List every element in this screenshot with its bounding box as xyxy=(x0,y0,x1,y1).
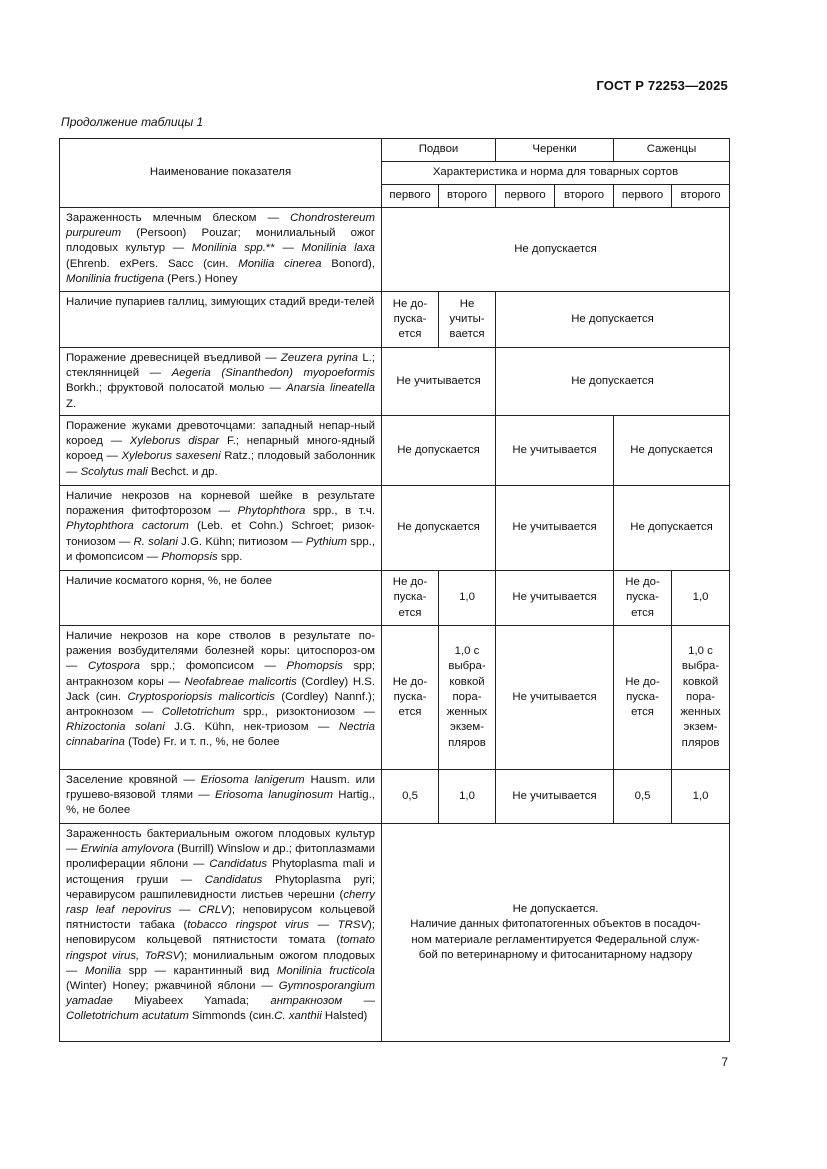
norm-value: 1,0 xyxy=(672,571,730,626)
norm-value: Не допускается xyxy=(496,348,730,416)
grade-second: второго xyxy=(439,185,496,208)
indicator-name: Зараженность млечным блеском — Chondrostereum purpureum (Persoon) Pouzar; монилиальный ожог плодовых культур — Monilinia spp.** — Monilinia laxa (Ehrenb. exPers. Sacc (син. Monilia cinerea Bonord), Monilinia fructigena (Pers.) Honey xyxy=(60,208,382,292)
table-row xyxy=(60,208,730,292)
table-caption: Продолжение таблицы 1 xyxy=(61,115,204,129)
norm-value: Не до- пуска- ется xyxy=(614,626,672,770)
grade-first: первого xyxy=(382,185,439,208)
norm-value: Не учитывается xyxy=(496,571,614,626)
indicator-name: Зараженность бактериальным ожогом плодовых культур — Erwinia amylovora (Burrill) Winslow и др.; фитоплазмами пролиферации яблони — Candidatus Phytoplasma mali и истощения груши — Candidatus Phytoplasma pyri; черавирусом рашпилевидности листьев черешни (cherry rasp leaf nepovirus — CRLV); неповирусом кольцевой пятнистости табака (tobacco ringspot virus — TRSV); неповирусом кольцевой пятнистости томата (tomato ringspot virus, ToRSV); монилиальным ожогом плодовых — Monilia spp — карантинный вид Monilinia fructicola (Winter) Honey; ржавчиной яблони — Gymnosporangium yamadae Miyabeex Yamada; антракнозом — Colletotrichum acutatum Simmonds (син.C. xanthii Halsted) xyxy=(60,824,382,1042)
grade-first: первого xyxy=(614,185,672,208)
table-row xyxy=(60,571,730,626)
indicator-name: Поражение древесницей въедливой — Zeuzera pyrina L.; стеклянницей — Aegeria (Sinanthedon) myopoeformis Borkh.; фруктовой полосатой молью — Anarsia lineatella Z. xyxy=(60,348,382,416)
norm-value: Не допускается xyxy=(614,486,730,571)
header-norm: Характеристика и норма для товарных сортов xyxy=(382,162,730,185)
table-row xyxy=(60,348,730,416)
header-rootstocks: Подвои xyxy=(382,139,496,162)
indicator-name: Наличие пупариев галлиц, зимующих стадий вреди-телей xyxy=(60,292,382,348)
table-row xyxy=(60,292,730,348)
grade-second: второго xyxy=(672,185,730,208)
indicator-name: Поражение жуками древоточцами: западный непар-ный короед — Xyleborus dispar F.; непарный много-ядный короед — Xyleborus saxeseni Ratz.; плодовый заболонник — Scolytus mali Bechct. и др. xyxy=(60,416,382,486)
norm-value: 1,0 с выбра- ковкой пора- женных экзем- пляров xyxy=(439,626,496,770)
norm-value: Не до- пуска- ется xyxy=(382,626,439,770)
table-row xyxy=(60,416,730,486)
grade-second: второго xyxy=(555,185,614,208)
norm-value: Не учитывается xyxy=(382,348,496,416)
norm-value: Не учитывается xyxy=(496,770,614,824)
norm-value: 0,5 xyxy=(614,770,672,824)
norm-value: 1,0 xyxy=(439,770,496,824)
document-code: ГОСТ Р 72253—2025 xyxy=(596,78,728,93)
table-row xyxy=(60,770,730,824)
norm-value: Не учитывается xyxy=(496,626,614,770)
indicator-name: Наличие некрозов на корневой шейке в результате поражения фитофторозом — Phytophthora spp., в т.ч. Phytophthora cactorum (Leb. et Cohn.) Schroet; ризок-тониозом — R. solani J.G. Kühn; питиозом — Pythium spp., и фомопсисом — Phomopsis spp. xyxy=(60,486,382,571)
requirements-table xyxy=(59,138,730,1042)
norm-value: Не до- пуска- ется xyxy=(614,571,672,626)
norm-value: Не учитывается xyxy=(496,416,614,486)
norm-value: Не до- пуска- ется xyxy=(382,292,439,348)
grade-first: первого xyxy=(496,185,555,208)
page-number: 7 xyxy=(721,1055,728,1069)
norm-value: Не до- пуска- ется xyxy=(382,571,439,626)
table-row xyxy=(60,486,730,571)
table-row xyxy=(60,626,730,770)
norm-value: 0,5 xyxy=(382,770,439,824)
norm-value: Не учитывается xyxy=(496,486,614,571)
norm-value: 1,0 xyxy=(672,770,730,824)
indicator-name: Заселение кровяной — Eriosoma lanigerum Hausm. или грушево-вязовой тлями — Eriosoma lanuginosum Hartig., %, не более xyxy=(60,770,382,824)
norm-value: 1,0 xyxy=(439,571,496,626)
norm-value: 1,0 с выбра- ковкой пора- женных экзем- пляров xyxy=(672,626,730,770)
norm-value: Не учиты- вается xyxy=(439,292,496,348)
norm-value: Не допускается xyxy=(496,292,730,348)
indicator-name: Наличие косматого корня, %, не более xyxy=(60,571,382,626)
header-seedlings: Саженцы xyxy=(614,139,730,162)
norm-value: Не допускается xyxy=(382,208,730,292)
table-row xyxy=(60,824,730,1042)
norm-value: Не допускается xyxy=(614,416,730,486)
norm-value: Не допускается xyxy=(382,486,496,571)
header-row-groups xyxy=(60,139,730,162)
indicator-name: Наличие некрозов на коре стволов в результате по-ражения возбудителями болезней коры: цитоспороз-ом — Cytospora spp.; фомопсисом — Phomopsis spp; антракнозом коры — Neofabreae malicortis (Cordley) H.S. Jack (син. Cryptosporiopsis malicorticis (Cordley) Nannf.); антрокнозом — Colletotrichum spp., ризоктониозом — Rhizoctonia solani J.G. Kühn, нек-триозом — Nectria cinnabarina (Tode) Fr. и т. п., %, не более xyxy=(60,626,382,770)
norm-value: Не допускается. Наличие данных фитопатогенных объектов в посадоч- ном материале регламентируется Федеральной служ- бой по ветеринарному и фитосанитарному надзору xyxy=(382,824,730,1042)
norm-value: Не допускается xyxy=(382,416,496,486)
header-cuttings: Черенки xyxy=(496,139,614,162)
header-indicator: Наименование показателя xyxy=(60,139,382,208)
